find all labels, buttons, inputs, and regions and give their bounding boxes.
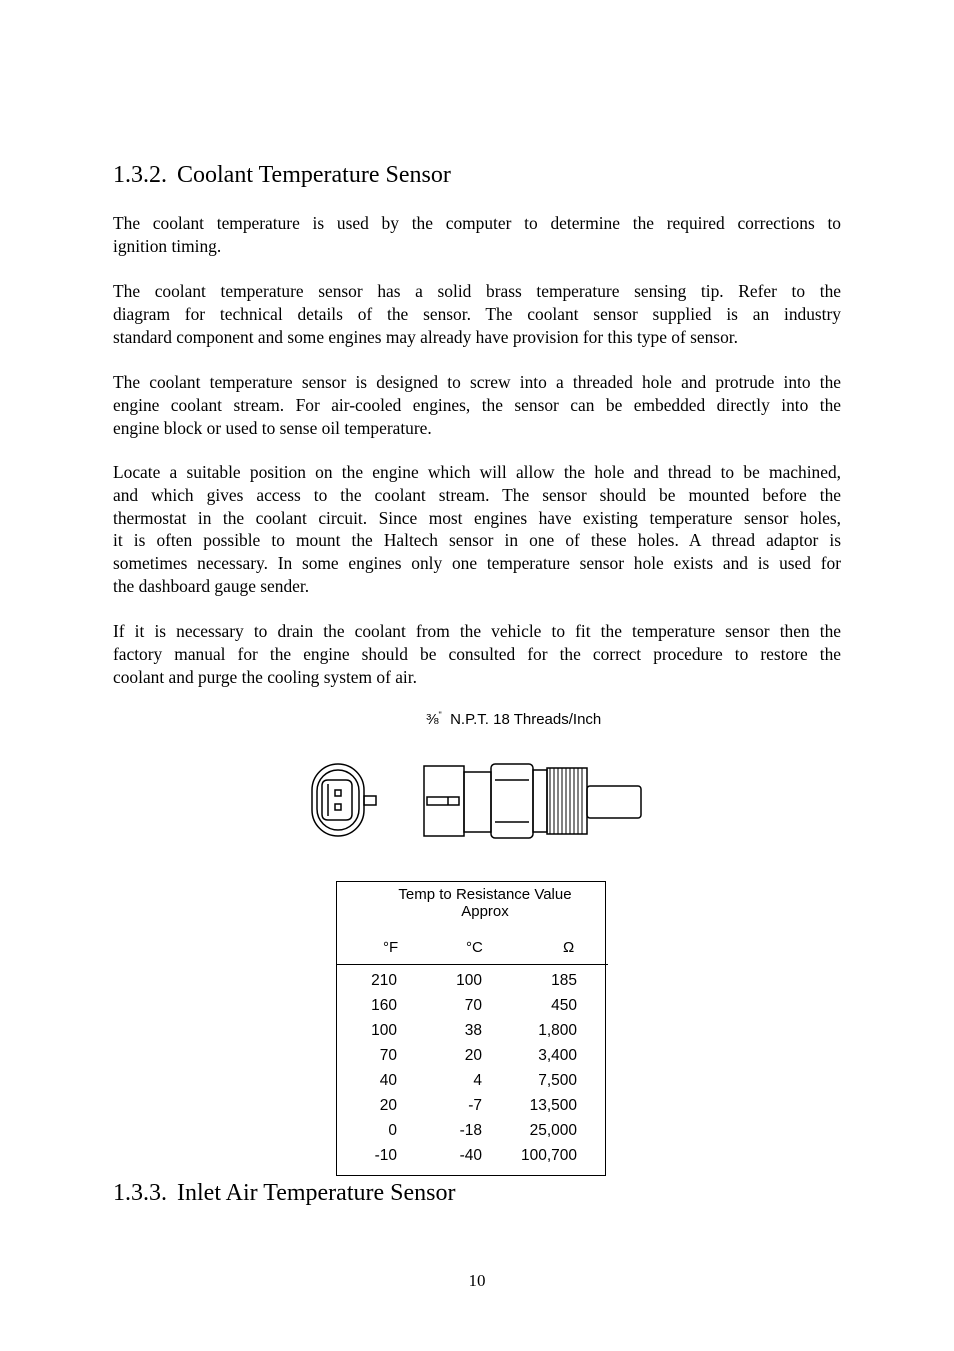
table-cell: 25,000 (529, 1122, 577, 1139)
paragraph-3 (113, 371, 841, 439)
table-title-line: Temp to Resistance Value (398, 886, 572, 903)
table-cell: 70 (464, 997, 482, 1014)
table-title-line: Approx (461, 903, 509, 920)
table-cell: -10 (374, 1147, 397, 1164)
thread-spec-caption (426, 710, 601, 728)
sensor-diagram (300, 752, 650, 844)
paragraph-line: thermostat in the coolant circuit. Since most engines have existing temperature sensor holes, (113, 507, 841, 528)
table-cell: 40 (379, 1072, 397, 1089)
table-cell: 450 (551, 997, 577, 1014)
section-number: 1.3.2. (113, 162, 167, 188)
paragraph-line: ignition timing. (113, 235, 222, 256)
paragraph-5 (113, 620, 841, 688)
paragraph-line: The coolant temperature is used by the computer to determine the required corrections to (113, 213, 841, 233)
page-number: 10 (468, 1271, 486, 1290)
resistance-table (336, 881, 606, 1176)
table-cell: 20 (464, 1047, 482, 1064)
paragraph-line: sometimes necessary. In some engines only one temperature sensor hole exists and is used for (113, 553, 841, 574)
table-cell: 13,500 (529, 1097, 577, 1114)
section-number: 1.3.3. (113, 1180, 167, 1206)
header-fahrenheit: °F (383, 939, 399, 956)
header-rule (337, 964, 608, 965)
paragraph-1 (113, 212, 841, 258)
table-cell: 1,800 (538, 1022, 577, 1039)
section-title: Coolant Temperature Sensor (177, 162, 451, 188)
sensor-side-view (424, 764, 641, 838)
paragraph-4 (113, 461, 841, 598)
paragraph-line: The coolant temperature sensor has a solid brass temperature sensing tip. Refer to the (113, 281, 841, 301)
table-cell: 3,400 (538, 1047, 577, 1064)
table-cell: 4 (473, 1072, 482, 1089)
paragraph-line: engine coolant stream. For air-cooled engines, the sensor can be embedded directly into the (113, 394, 841, 415)
paragraph-line: coolant and purge the cooling system of air. (113, 666, 417, 687)
table-cell: 100 (456, 972, 482, 989)
table-cell: 7,500 (538, 1072, 577, 1089)
table-cell: 70 (379, 1047, 397, 1064)
table-title (337, 886, 633, 920)
table-cell: -7 (468, 1097, 482, 1114)
table-cell: 38 (464, 1022, 482, 1039)
paragraph-line: If it is necessary to drain the coolant from the vehicle to fit the temperature sensor then the (113, 621, 841, 641)
table-cell: 20 (379, 1097, 397, 1114)
paragraph-line: and which gives access to the coolant stream. The sensor should be mounted before the (113, 484, 841, 505)
header-ohms: Ω (563, 939, 575, 956)
table-cell: 100 (371, 1022, 397, 1039)
thread-fraction: ⅜ (426, 711, 439, 728)
paragraph-line: it is often possible to mount the Haltech sensor in one of these holes. A thread adaptor is (113, 530, 841, 551)
paragraph-line: the dashboard gauge sender. (113, 575, 310, 596)
paragraph-line: Locate a suitable position on the engine which will allow the hole and thread to be machined, (113, 462, 841, 482)
table-cell: -18 (459, 1122, 482, 1139)
table-cell: 160 (371, 997, 397, 1014)
thread-inch-mark: " (438, 710, 442, 720)
paragraph-line: engine block or used to sense oil temperature. (113, 417, 432, 438)
paragraph-2 (113, 280, 841, 348)
section-heading-inlet (113, 1179, 455, 1207)
thread-spec: N.P.T. 18 Threads/Inch (450, 711, 602, 728)
connector-end-view (312, 764, 376, 836)
table-cell: -40 (459, 1147, 482, 1164)
table-cell: 210 (371, 972, 397, 989)
thread-lines (550, 768, 582, 834)
table-cell: 100,700 (520, 1147, 577, 1164)
table-cell: 185 (551, 972, 577, 989)
section-heading-coolant (113, 161, 451, 189)
header-celsius: °C (466, 939, 483, 956)
paragraph-line: factory manual for the engine should be consulted for the correct procedure to restore the (113, 643, 841, 664)
section-title: Inlet Air Temperature Sensor (177, 1180, 456, 1206)
table-cell: 0 (388, 1122, 397, 1139)
paragraph-line: The coolant temperature sensor is designed to screw into a threaded hole and protrude into the (113, 372, 841, 392)
paragraph-line: diagram for technical details of the sensor. The coolant sensor supplied is an industry (113, 303, 841, 324)
paragraph-line: standard component and some engines may already have provision for this type of sensor. (113, 326, 738, 347)
